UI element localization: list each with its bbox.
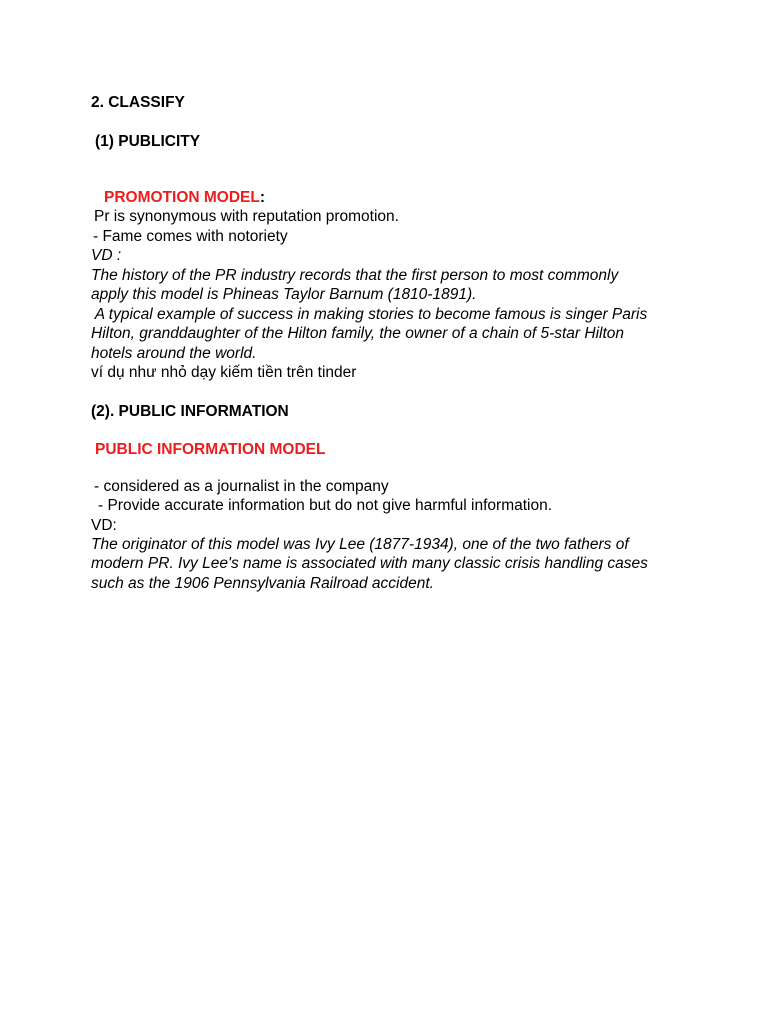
- promotion-model-title: [104, 188, 265, 208]
- subsection-heading-publicity: (1) PUBLICITY: [95, 133, 201, 150]
- public-info-example-line: such as the 1906 Pennsylvania Railroad accident.: [91, 575, 434, 592]
- promotion-example-line: hotels around the world.: [91, 345, 257, 362]
- promotion-example-line: A typical example of success in making stories to become famous is singer Paris: [91, 306, 648, 323]
- promotion-example-line: Hilton, granddaughter of the Hilton family, the owner of a chain of 5-star Hilton: [91, 325, 625, 342]
- promotion-note: ví dụ như nhỏ dạy kiếm tiền trên tinder: [91, 364, 357, 381]
- promotion-example-line: apply this model is Phineas Taylor Barnum (1810-1891).: [91, 286, 477, 303]
- public-information-model-title: PUBLIC INFORMATION MODEL: [95, 441, 326, 458]
- public-info-example-line: The originator of this model was Ivy Lee (1877-1934), one of the two fathers of: [91, 536, 629, 553]
- public-info-line-1: - considered as a journalist in the company: [94, 478, 389, 495]
- promotion-vd-label: VD :: [91, 247, 122, 264]
- public-info-vd-label: VD:: [91, 517, 117, 534]
- section-heading: 2. CLASSIFY: [91, 94, 185, 111]
- promotion-model-label: PROMOTION MODEL: [104, 189, 260, 206]
- promotion-line-1: Pr is synonymous with reputation promotion.: [94, 208, 399, 225]
- promotion-example-line: The history of the PR industry records that the first person to most commonly: [91, 267, 619, 284]
- promotion-line-2: - Fame comes with notoriety: [93, 228, 288, 245]
- public-info-line-2: - Provide accurate information but do not give harmful information.: [98, 497, 553, 514]
- subsection-heading-public-information: (2). PUBLIC INFORMATION: [91, 403, 289, 420]
- public-info-example-line: modern PR. Ivy Lee's name is associated with many classic crisis handling cases: [91, 555, 648, 572]
- promotion-model-colon: :: [259, 189, 266, 206]
